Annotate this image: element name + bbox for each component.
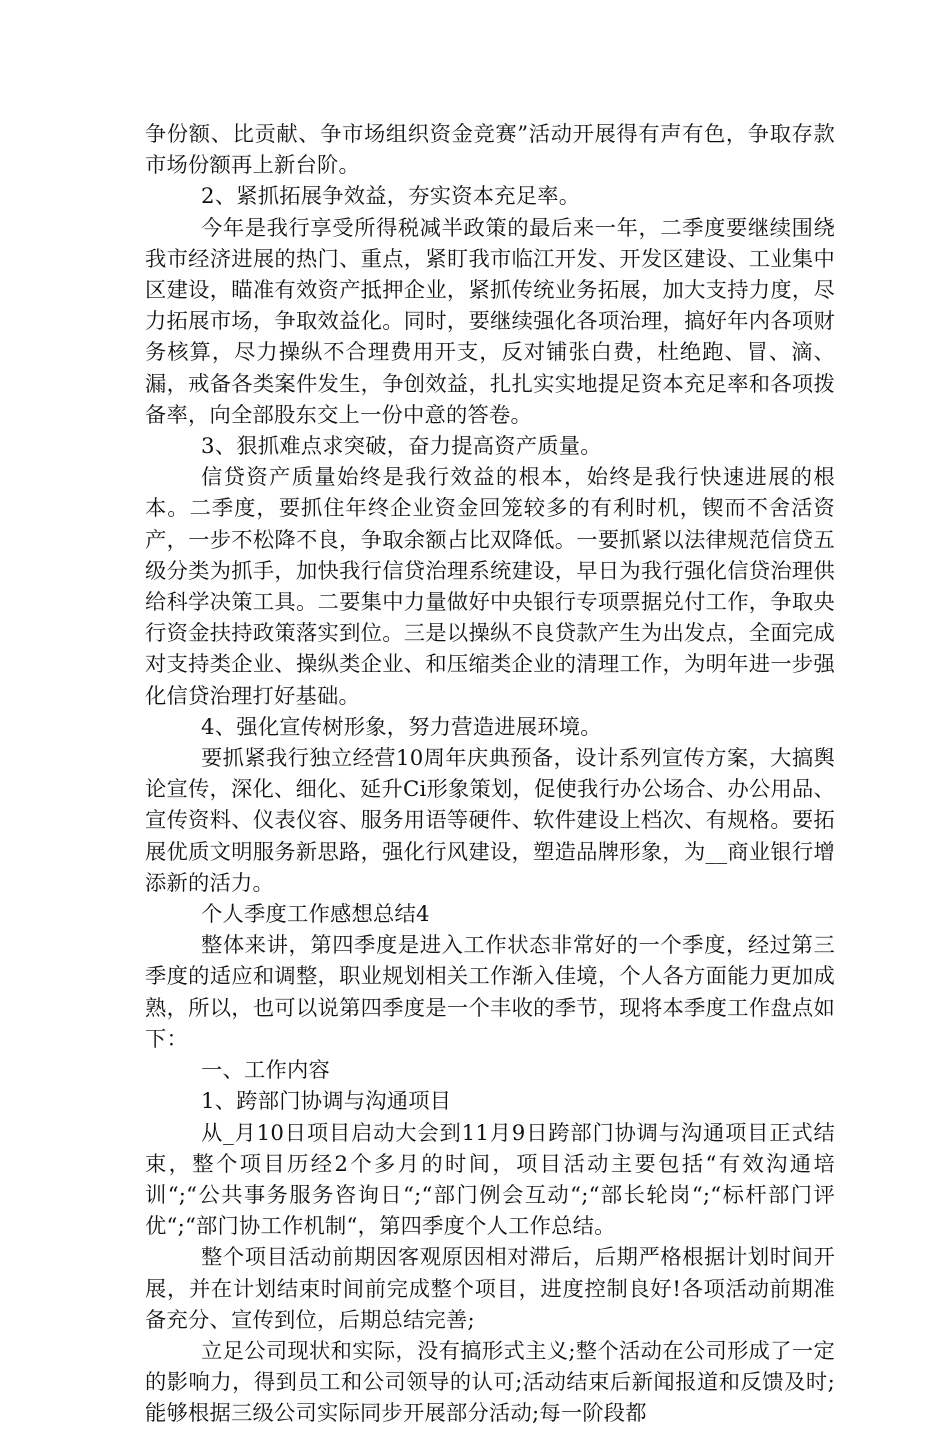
document-body bbox=[145, 119, 835, 1430]
paragraph-14: 立足公司现状和实际，没有搞形式主义;整个活动在公司形成了一定的影响力，得到员工和公司领导的认可;活动结束后新闻报道和反馈及时;能够根据三级公司实际同步开展部分活动;每一阶段都 bbox=[145, 1338, 835, 1427]
paragraph-7: 要抓紧我行独立经营10周年庆典预备，设计系列宣传方案，大搞舆论宣传，深化、细化、延升Ci形象策划，促使我行办公场合、办公用品、宣传资料、仪表仪容、服务用语等硬件、软件建设上档次、有规格。要拓展优质文明服务新思路，强化行风建设，塑造品牌形象，为__商业银行增添新的活力。 bbox=[145, 746, 835, 896]
paragraph-12: 从_月10日项目启动大会到11月9日跨部门协调与沟通项目正式结束，整个项目历经2个多月的时间，项目活动主要包括“有效沟通培训“;“公共事务服务咨询日“;“部门例会互动“;“部长轮岗“;“标杆部门评优“;“部门协工作机制“，第四季度个人工作总结。 bbox=[145, 1120, 835, 1240]
section-heading-4: 4、强化宣传树形象，努力营造进展环境。 bbox=[201, 714, 602, 740]
paragraph-5: 信贷资产质量始终是我行效益的根本，始终是我行快速进展的根本。二季度，要抓住年终企业资金回笼较多的有利时机，锲而不舍活资产，一步不松降不良，争取余额占比双降低。一要抓紧以法律规范信贷五级分类为抓手，加快我行信贷治理系统建设，早日为我行强化信贷治理供给科学决策工具。二要集中力量做好中央银行专项票据兑付工作，争取央行资金扶持政策落实到位。三是以操纵不良贷款产生为出发点，全面完成对支持类企业、操纵类企业、和压缩类企业的清理工作，为明年进一步强化信贷治理打好基础。 bbox=[145, 465, 835, 709]
paragraph-9: 整体来讲，第四季度是进入工作状态非常好的一个季度，经过第三季度的适应和调整，职业规划相关工作渐入佳境，个人各方面能力更加成熟，所以，也可以说第四季度是一个丰收的季节，现将本季度工作盘点如下： bbox=[145, 933, 835, 1052]
paragraph-13: 整个项目活动前期因客观原因相对滞后，后期严格根据计划时间开展，并在计划结束时间前完成整个项目，进度控制良好!各项活动前期准备充分、宣传到位，后期总结完善; bbox=[145, 1245, 835, 1333]
section-heading-project: 1、跨部门协调与沟通项目 bbox=[201, 1089, 452, 1115]
section-heading-2: 2、紧抓拓展争效益，夯实资本充足率。 bbox=[201, 184, 581, 210]
section-heading-work-content: 一、工作内容 bbox=[201, 1058, 330, 1084]
section-heading-3: 3、狠抓难点求突破，奋力提高资产质量。 bbox=[201, 434, 602, 460]
document-subtitle: 个人季度工作感想总结4 bbox=[201, 902, 430, 928]
paragraph-3: 今年是我行享受所得税减半政策的最后来一年，二季度要继续围绕我市经济进展的热门、重点，紧盯我市临江开发、开发区建设、工业集中区建设，瞄准有效资产抵押企业，紧抓传统业务拓展，加大支持力度，尽力拓展市场，争取效益化。同时，要继续强化各项治理，搞好年内各项财务核算，尽力操纵不合理费用开支，反对铺张白费，杜绝跑、冒、滴、漏，戒备各类案件发生，争创效益，扎扎实实地提足资本充足率和各项拨备率，向全部股东交上一份中意的答卷。 bbox=[145, 215, 835, 428]
paragraph-1: 争份额、比贡献、争市场组织资金竞赛”活动开展得有声有色，争取存款市场份额再上新台阶。 bbox=[145, 122, 835, 179]
